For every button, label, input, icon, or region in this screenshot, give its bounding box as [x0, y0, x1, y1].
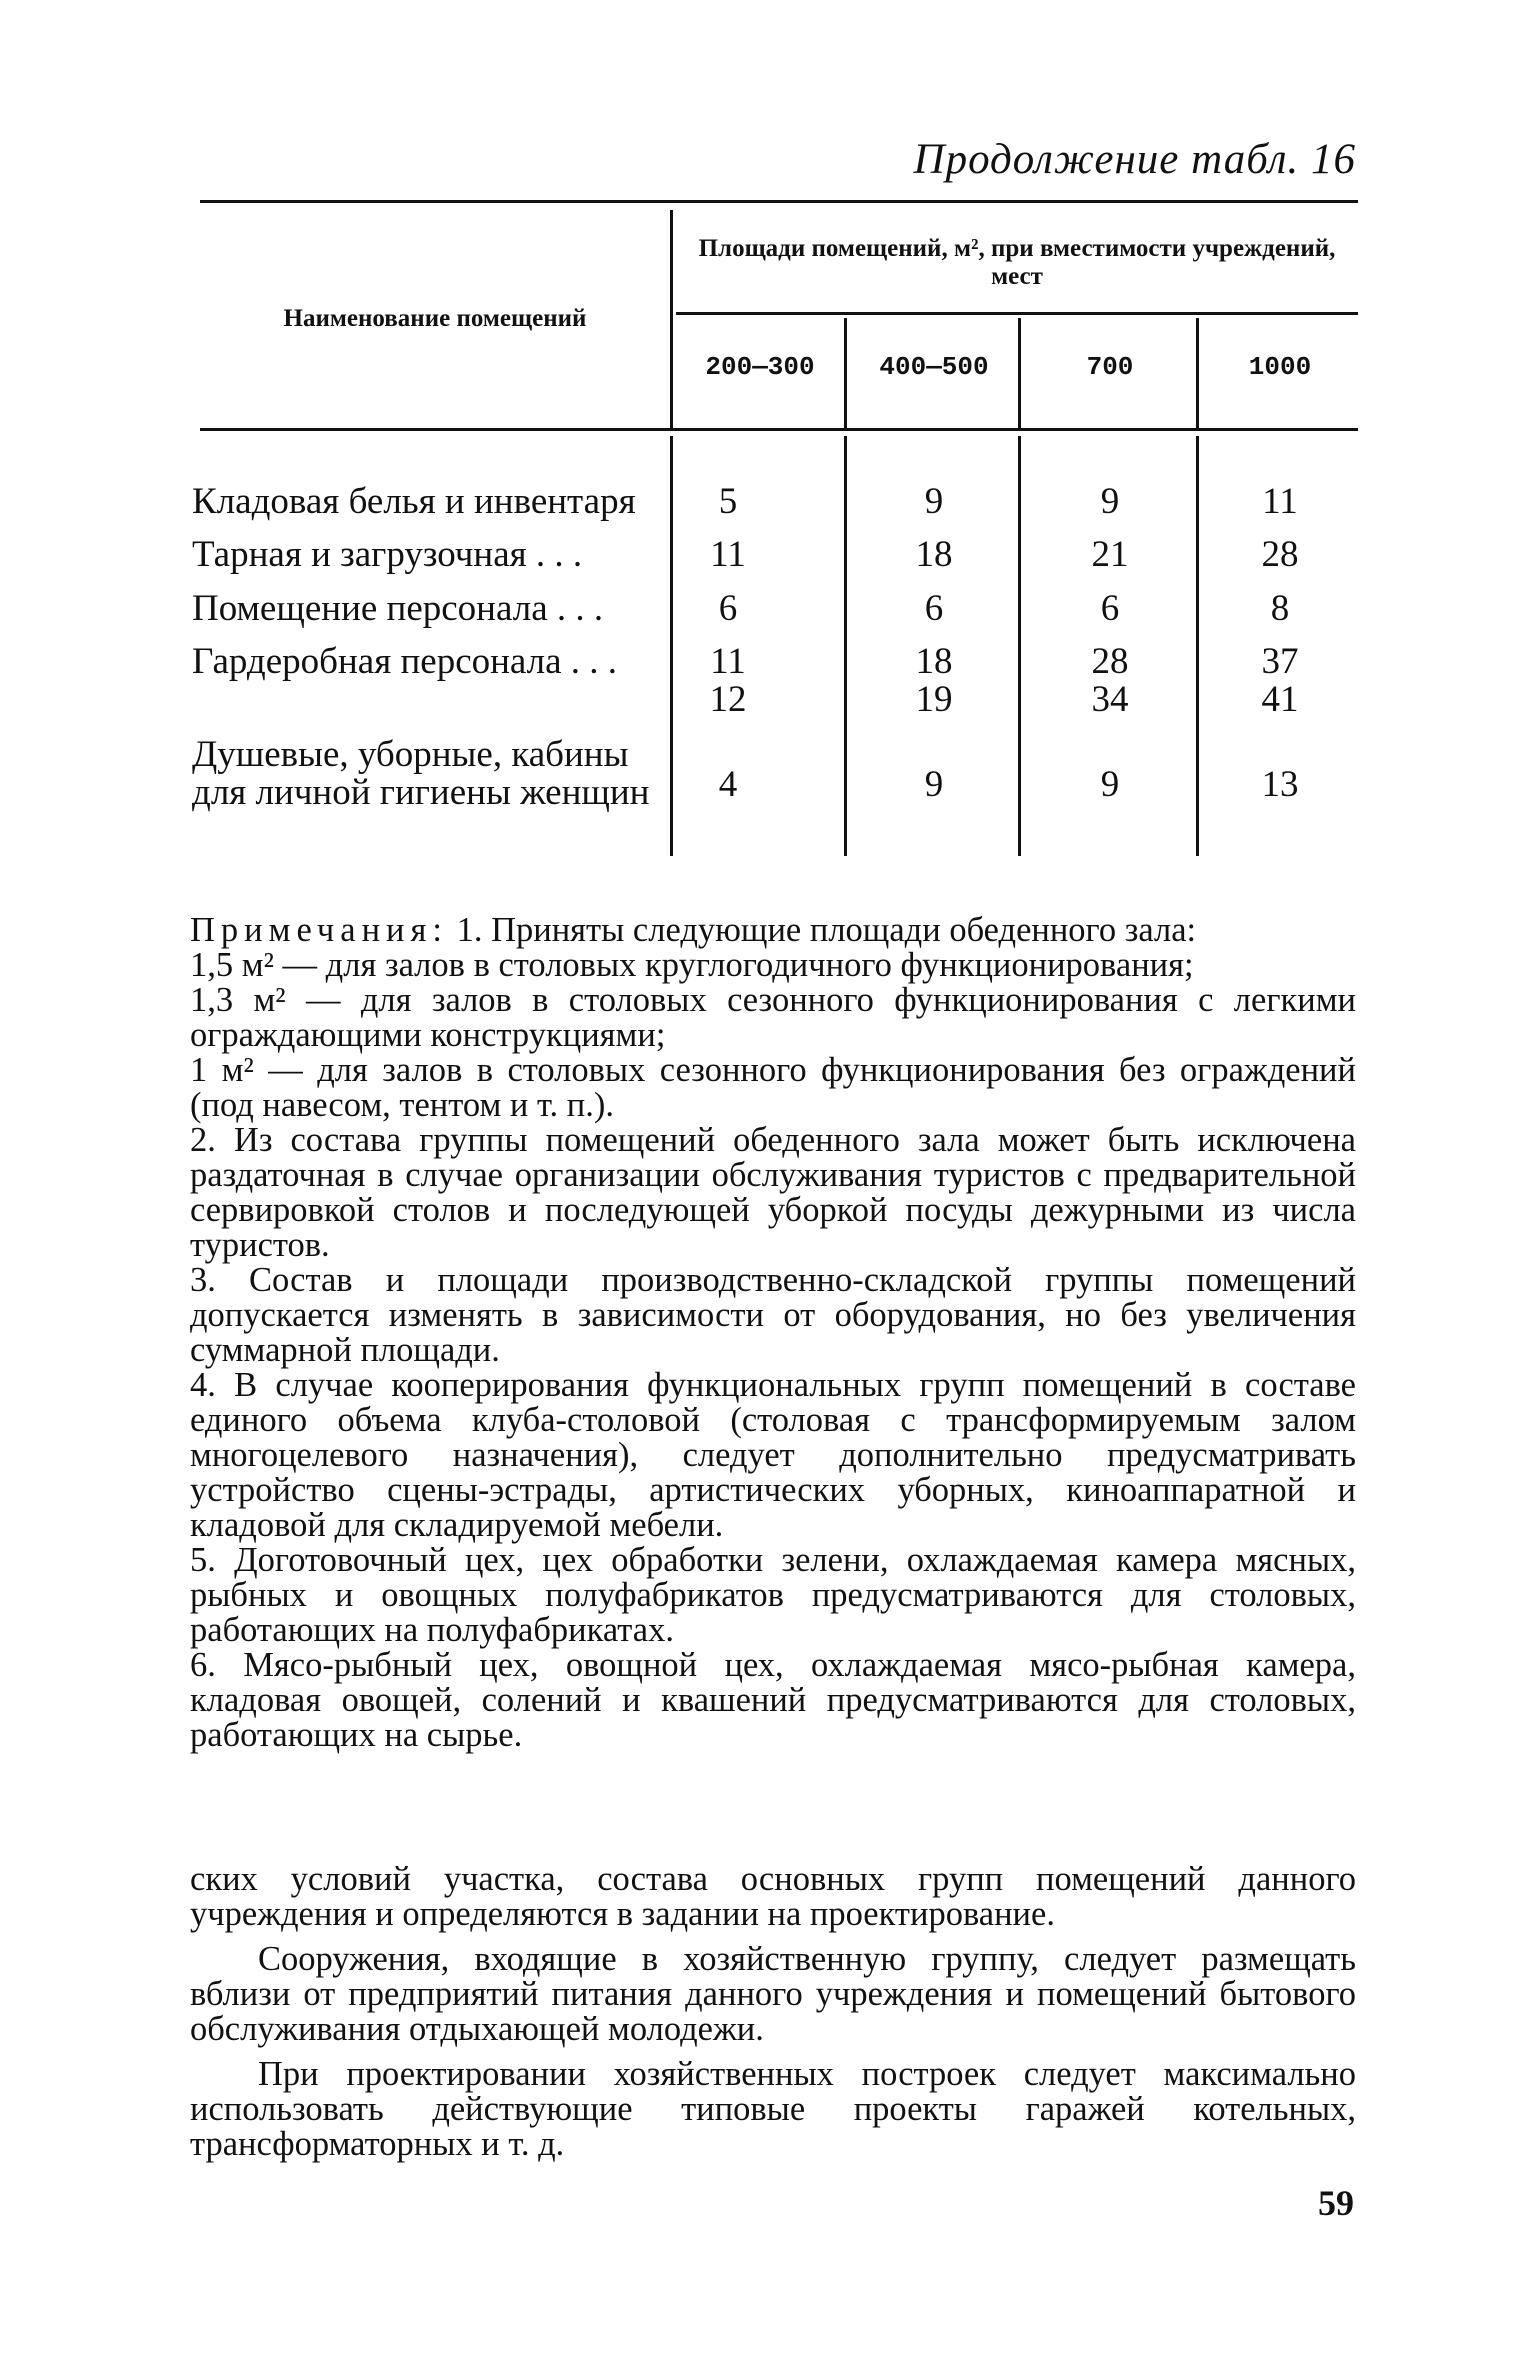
table-cell: 11	[710, 534, 746, 575]
table-row-label: Гардеробная персонала . . .	[192, 641, 618, 682]
header-capacity-group: Площади помещений, м², при вместимости учреждений, мест	[698, 235, 1336, 290]
table-top-rule	[200, 200, 1358, 203]
table-cell: 5	[718, 481, 738, 522]
body-col-divider	[670, 436, 673, 856]
table-cell: 9	[1100, 764, 1120, 805]
table-cell: 8	[1270, 588, 1290, 629]
table-row-label: для личной гигиены женщин	[192, 772, 650, 813]
body-text	[190, 1862, 1356, 2162]
column-header: 400—500	[879, 352, 989, 382]
table-cell: 6	[924, 588, 944, 629]
note-1b: 1,3 м² — для залов в столовых сезонного функционирования с легкими ограждающими конструкциями;	[190, 981, 1356, 1054]
body-col-divider	[1196, 436, 1199, 856]
note-2: 2. Из состава группы помещений обеденного зала может быть исключена раздаточная в случае организации обслуживания туристов с предварительной сервировкой столов и последующей уборкой посуды дежурными из числа туристов.	[190, 1121, 1356, 1264]
note-1a: 1,5 м² — для залов в столовых круглогодичного функционирования;	[190, 946, 1194, 984]
page-number: 59	[1318, 2183, 1354, 2223]
table-row-label: Душевые, уборные, кабины	[192, 734, 629, 775]
note-5: 5. Доготовочный цех, цех обработки зелени, охлаждаемая камера мясных, рыбных и овощных полуфабрикатов предусматриваются для столовых, работающих на полуфабрикатах.	[190, 1541, 1356, 1649]
table-cell: 37	[1261, 641, 1299, 682]
notes-lead: Примечания:	[190, 911, 448, 949]
body-col-divider	[844, 436, 847, 856]
table-notes	[190, 913, 1356, 1753]
paragraph: Сооружения, входящие в хозяйственную группу, следует размещать вблизи от предприятий питания данного учреждения и помещений бытового обслуживания отдыхающей молодежи.	[190, 1940, 1356, 2048]
note-1-intro: 1. Приняты следующие площади обеденного зала:	[447, 911, 1197, 949]
note-6: 6. Мясо-рыбный цех, овощной цех, охлаждаемая мясо-рыбная камера, кладовая овощей, солений и квашений предусматриваются для столовых, работающих на сырье.	[190, 1646, 1356, 1754]
table-row-label: Помещение персонала . . .	[192, 588, 604, 629]
table-cell: 12	[709, 679, 747, 720]
table-cell: 9	[924, 764, 944, 805]
paragraph: ских условий участка, состава основных групп помещений данного учреждения и определяются в задании на проектирование.	[190, 1860, 1356, 1933]
table-header-rule	[200, 428, 1358, 431]
table-cell: 9	[1100, 481, 1120, 522]
header-divider	[670, 210, 673, 428]
note-1c: 1 м² — для залов в столовых сезонного функционирования без ограждений (под навесом, тентом и т. п.).	[190, 1051, 1356, 1124]
table-row-label: Тарная и загрузочная . . .	[192, 534, 583, 575]
header-col-divider	[1196, 318, 1199, 428]
note-3: 3. Состав и площади производственно-складской группы помещений допускается изменять в зависимости от оборудования, но без увеличения суммарной площади.	[190, 1261, 1356, 1369]
header-col-divider	[844, 318, 847, 428]
column-header: 1000	[1248, 352, 1312, 382]
table-cell: 6	[1100, 588, 1120, 629]
body-col-divider	[1018, 436, 1021, 856]
table-cell: 18	[915, 534, 953, 575]
continuation-title: Продолжение табл. 16	[913, 136, 1356, 183]
paragraph: При проектировании хозяйственных построек следует максимально использовать действующие типовые проекты гаражей котельных, трансформаторных и т. д.	[190, 2055, 1356, 2163]
header-col-divider	[1018, 318, 1021, 428]
table-cell: 34	[1091, 679, 1129, 720]
table-cell: 28	[1091, 641, 1129, 682]
table-cell: 18	[915, 641, 953, 682]
table-cell: 28	[1261, 534, 1299, 575]
column-header: 200—300	[705, 352, 815, 382]
table-row-label: Кладовая белья и инвентаря	[192, 481, 636, 522]
table-cell: 19	[915, 679, 953, 720]
table-cell: 13	[1261, 764, 1299, 805]
header-room-name: Наименование помещений	[283, 305, 587, 332]
table-cell: 11	[1262, 481, 1298, 522]
note-1	[190, 913, 1356, 948]
table-cell: 6	[718, 588, 738, 629]
note-4: 4. В случае кооперирования функциональных групп помещений в составе единого объема клуба-столовой (столовая с трансформируемым залом многоцелевого назначения), следует дополнительно предусматривать устройство сцены-эстрады, артистических уборных, киноаппаратной и кладовой для складируемой мебели.	[190, 1366, 1356, 1544]
table-cell: 41	[1261, 679, 1299, 720]
header-subgroup-rule	[676, 312, 1358, 315]
column-header: 700	[1086, 352, 1134, 382]
table-cell: 9	[924, 481, 944, 522]
table-cell: 11	[710, 641, 746, 682]
table-cell: 21	[1091, 534, 1129, 575]
table-cell: 4	[718, 764, 738, 805]
